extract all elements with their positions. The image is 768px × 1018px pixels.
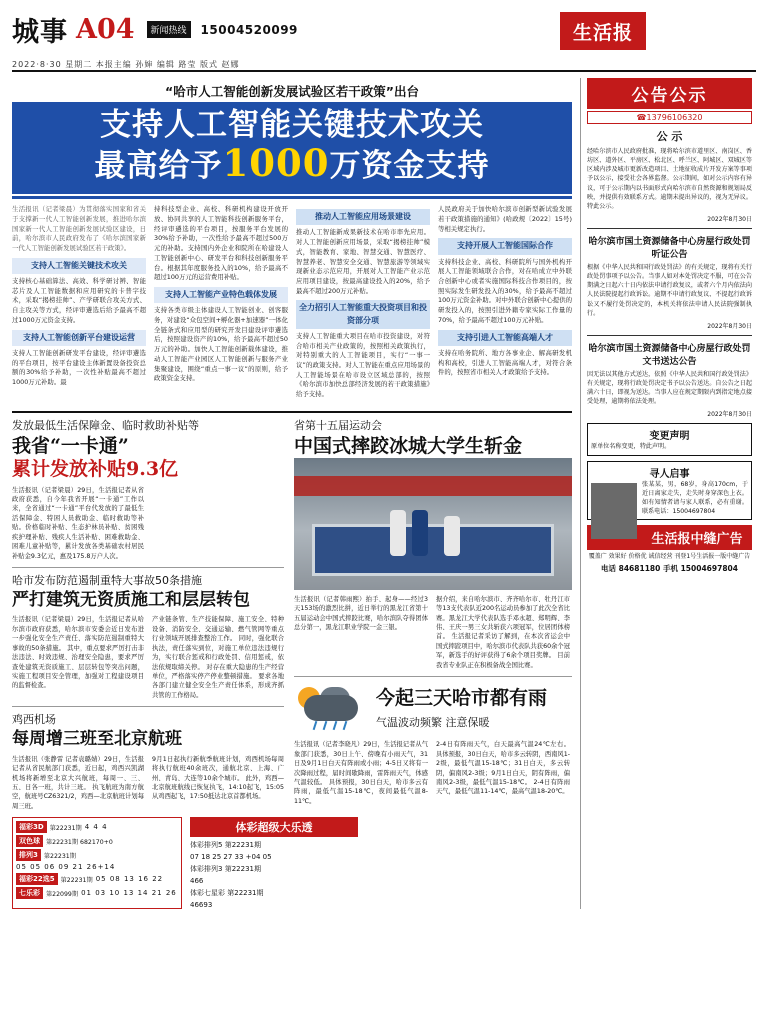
- sports-lottery-label: 体彩七星彩: [190, 889, 225, 898]
- story4-caption: 生活报讯（记者韩雨熙）拍手、起身——经过3天153场的激烈比拼，近日举行的黑龙江省第十五届运动会中国式摔跤比赛，哈尔滨队夺得团体总分第一，黑龙江职业学院一金三银。: [294, 595, 428, 632]
- lead-column-4: [438, 205, 572, 403]
- notice-banner: 公告公示: [587, 78, 752, 109]
- cloud-icon: [304, 695, 358, 721]
- lead-dateline-1: 生活报讯（记者梁晨）为贯彻落实国家和省关于支撑新一代人工智能创新发展，推进哈尔滨国家新一代人工智能创新发展试验区建设，日前，哈尔滨市人民政府发布了《哈尔滨国家新一代人工智能创新发展试验区若干政策》。: [12, 205, 146, 253]
- sports-lottery-row: [190, 888, 358, 898]
- sports-lottery-numbers: 466: [190, 877, 204, 886]
- notice-body: 经哈尔滨市人民政府批准，现将哈尔滨市道里区、南岗区、香坊区、道外区、平房区、松北区、呼兰区、阿城区、双城区等区域内涉及城市更新改造项目、土地征收成片开发方案等事项予以公示，接受社会各界监督。公示期间，如对公示内容有异议，可于公示期内以书面形式向哈尔滨市自然资源和规划局反映，并提供有效联系方式。逾期未提出异议的，视为无异议。特此公示。: [587, 148, 752, 210]
- page-code: A04: [76, 14, 135, 45]
- lottery-row: [16, 887, 178, 899]
- notice-phone: ☎13796106320: [587, 111, 752, 124]
- lottery-period: 第22231期: [43, 852, 76, 860]
- wrestling-photo: [294, 458, 572, 590]
- lead-rule: [12, 196, 572, 199]
- story2-columns: [12, 615, 284, 700]
- lottery-row: [16, 863, 178, 871]
- masthead-dateline: 2022·8·30 星期二 本报主编 孙婶 编辑 路莹 版式 赵娜: [12, 60, 240, 69]
- story3-col-2: 9月1日起执行新航季航班计划，鸡西机场每周将执行航班40余班次，通航北京、上海、广州、青岛、大连等10余个城市。 此外，鸡西—北京航班航线已恢复执飞，14:10起飞，15:05从鸡西起飞，17:50抵达北京首都机场。: [152, 755, 284, 801]
- lottery-numbers: 05 08 13 16 22: [95, 875, 164, 884]
- story1-columns: [12, 486, 284, 562]
- sports-lottery-row: [190, 840, 358, 850]
- section-divider-2: [12, 567, 284, 568]
- lead-para-2a: 持科技型企业、高校、科研机构建设开放开放、协同共享的人工智能科技创新服务平台，经评审遴选的平台项目，按服务平台发展的30%给予补助，一次性给予最高不超过500万元的补助。支持国内外企业和院所在哈建设人工智能创新中心、研发平台和科技创新服务平台。根据其年度服务投入的10%，给予最高不超过100万元的运营费用补贴。: [154, 205, 288, 282]
- story1-headline-1: 我省“一卡通”: [12, 434, 129, 457]
- page-body: [12, 78, 756, 909]
- lottery-tag: 福彩3D: [16, 821, 47, 833]
- notice3-body: 因无法以其他方式送达，依照《中华人民共和国行政处罚法》有关规定，现将行政处罚决定书予以公告送达。自公告之日起满六十日，即视为送达。当事人应在规定期限内到指定地点接受处理，逾期将依法处理。: [587, 370, 752, 406]
- missing-person-ad: [587, 461, 752, 521]
- sports-lottery-numbers: 07 18 25 27 33 +04 05: [190, 853, 272, 862]
- lead-column-1: [12, 205, 146, 403]
- lottery-period: 第22231期: [60, 876, 93, 884]
- section-divider-3: [12, 706, 284, 707]
- lead-para-2b: 支持各类市级主体建设人工智能创业、创客服务，对建设“众包空间+孵化器+加速器”一体化全链条式和应用型的研究开发目建设评审遴选后，按照建设资产的10%，给予最高不超过50万元的补助。加快人工智能创新载体建设，推动人工智能产业园区人工智能创新与服务产业集聚建设，围绕“重点一事一议”的原则，给予政策资金支持。: [154, 306, 288, 383]
- main-column: [12, 78, 572, 909]
- story1-kicker: 发放最低生活保障金、临时救助补贴等: [12, 418, 199, 432]
- weather-col-2: 2-4日有阵雨天气，白天最高气温24℃左右。 具体预报，30日白天，哈市多云转阴，西南风1-2级，最低气温15-18℃；31日白天，多云转阴，偏南风2-3级；9月1日白天，阴有阵雨，偏南风2-3级，最低气温15-18℃。 2-4日有阵雨天气，最低气温11-14℃，最高气温18-20℃。: [436, 741, 570, 796]
- story2-col-2: 产业链条管、生产技能保障、施工安全、特种设备、消防安全、交通运输、燃气管网等重点行业领域开展排查整治工作。 同时，强化联合执法，责任落实到位，对施工单位违法违规行为，实行联合惩戒和行政处罚、信用惩戒，依法依规取缔关停。 对存在重大隐患的生产经营单位，严格落实停产停业整顿措施。 要求各地各部门建立健全安全生产责任体系，形成齐抓共管的工作格局。: [152, 616, 284, 699]
- notice3-sign: 2022年8月30日: [707, 411, 752, 419]
- story1-col-1: 生活报讯（记者梁晨）29日，生活报记者从省政府获悉，自今年我省开展“一卡通”工作以来，全省通过“一卡通”平台代发放的了最低生活保障金、特困人员救助金、临时救助等补贴。价格临时补贴、生态护林员补贴、贫困残疾护理补贴、残疾人生活补贴、困难救助金、困难儿童补贴等，累计发放各类基础农村居民补贴金9.3亿元，惠及175.8万户人次。: [12, 486, 144, 560]
- lead-headline-pre: 最高给予: [94, 147, 223, 184]
- change-declaration-body: 原单位名称变更，特此声明。: [591, 443, 671, 451]
- story4-col-2: 据介绍，来自哈尔滨市、齐齐哈尔市、牡丹江市等13支代表队近200名运动员参加了此次全省比赛。黑龙江大学代表队选手邓永超、郑明辉、李伟、王庆一男三女共斩获六项冠军，位居团体榜首。 生活报记者采访了解到，在本次省运会中国式摔跤项目中，哈尔滨市代表队共获60余个冠军，新选手的好评获得了6余个项目奖牌。 目前我省专业队正在积极备战全国比赛。: [436, 595, 570, 669]
- sports-lottery-period: 第22231期: [227, 889, 264, 898]
- lead-headline: [12, 102, 572, 194]
- lottery-section: [12, 817, 572, 909]
- lottery-row: [16, 873, 178, 885]
- story4-columns: [294, 595, 572, 671]
- story2-kicker: 哈市发布防范遏制重特大事故50条措施: [12, 574, 202, 587]
- sports-lottery-row: [190, 864, 358, 874]
- lead-headline-line1: 支持人工智能关键技术攻关: [100, 107, 484, 143]
- story1-col-2: [152, 486, 284, 562]
- lottery-period: 第22231期: [49, 824, 82, 832]
- story2-headline: 严打建筑无资质施工和层层转包: [12, 590, 250, 610]
- lead-para-4c: 支持在哈务院所、地方各事业企、解高研发机构和高校，引进人工智能高端人才，对符合条件的，按照省市相关人才政策给予支持。: [438, 348, 572, 377]
- photo-figure-3: [444, 516, 460, 556]
- sports-lottery-label: 体彩排列5: [190, 841, 223, 850]
- rain-icon: [312, 721, 352, 733]
- lead-headline-number: 1000: [222, 140, 330, 185]
- lead-column-3: [296, 205, 430, 403]
- right-divider-1: [587, 228, 752, 229]
- change-declaration-title: 变更声明: [649, 431, 690, 443]
- lead-subhead-1b: 支持人工智能创新平台建设运营: [12, 330, 146, 346]
- lottery-tag: 排列3: [16, 849, 41, 861]
- mid-section: [12, 417, 572, 811]
- hotline-number: 15004520099: [200, 22, 298, 37]
- lead-para-3b: 支持人工智能重大项目在哈市投资建设，对符合哈市相关产业政策的，按照相关政策执行，对特别重大的人工智能项目，实行“一事一议”的政策支持。对人工智能在重点应用场景的人工智能场景在哈市设立区域总部的，按照《哈尔滨市加快总部经济发展的若干政策措施》给予支持。: [296, 331, 430, 399]
- notice-title: 公 示: [656, 130, 683, 143]
- sports-lottery-numbers: 46693: [190, 901, 213, 910]
- photo-banner: [294, 476, 572, 496]
- mid-right-column: [294, 417, 572, 811]
- sports-lottery-label: 体彩排列3: [190, 865, 223, 874]
- missing-person-title: 寻人启事: [649, 468, 690, 480]
- lead-para-4a: 人民政府关于加快哈尔滨市创新型新试验发展若干政策措施的通知》(哈政规〔2022〕15号)等相关规定执行。: [438, 205, 572, 233]
- lottery-period: 第22099期: [46, 890, 79, 898]
- lottery-numbers: 4 4 4: [84, 823, 108, 832]
- notice-sign: 2022年8月30日: [707, 215, 752, 223]
- lead-column-2: [154, 205, 288, 403]
- right-divider-2: [587, 335, 752, 336]
- notice2-sign: 2022年8月30日: [707, 322, 752, 330]
- gutter-ad-tel: 电话 84681180 手机 15004697804: [601, 564, 738, 574]
- photo-mat: [312, 524, 554, 576]
- section-title: 城事: [12, 17, 68, 48]
- story2-col-1: 生活报讯（记者梁晨）29日，生活报记者从哈尔滨市政府获悉，哈尔滨市安委会近日发布进一步强化安全生产责任、落实防范遏制重特大事故的50条措施。 其中，重点要求严厉打击非法违法、时效违规、治理安全隐患，要求严厉查处建筑无资质施工、层层转包等突出问题，实施工程项目安全管理，加强对工程建设项目的监督检查。: [12, 616, 144, 690]
- weather-story: [294, 683, 572, 735]
- notice2-body: 根据《中华人民共和国行政处罚法》的有关规定，现将有关行政处罚事项予以公告。当事人如对本处罚决定不服，可在公告期满之日起六十日内依法申请行政复议，或者六个月内依法向人民法院提起行政诉讼。逾期不申请行政复议、不提起行政诉讼又不履行处罚决定的，本机关将依法申请人民法院强制执行。: [587, 263, 752, 317]
- lottery-period: 第22231期 682170+0: [46, 838, 113, 846]
- masthead: [12, 10, 756, 72]
- story3-col-1: 生活报讯（张静雷 记者袁璐婧）29日，生活报记者从省民航部门获悉，近日起，鸡西兴凯湖机场将新增至北京大兴航班，每周一、三、五、日各一班，共计三班。 执飞航班为南方航空，航班号CZ6321/2，鸡西—北京航班计划每周三班。: [12, 755, 144, 810]
- lead-subhead-4a: 支持开展人工智能国际合作: [438, 238, 572, 254]
- lead-para-4b: 支持科技企业、高校、科研院所与国外机构开展人工智能领域联合合作，对在哈成立中外联合创新中心或者实施国际科技合作项目的，按照实际发生研发投入的30%，给予最高不超过100万元资金补助。对中外联合创新中心提供的研发投入的，按照引进外籍专家实际工作量的70%，给予最高不超过100万元补贴。: [438, 257, 572, 324]
- story3-headline: 每周增三班至北京航班: [12, 729, 182, 750]
- lead-subhead-2a: 支持人工智能产业特色载体发展: [154, 287, 288, 303]
- lottery-row: [16, 835, 178, 847]
- story4-headline: 中国式摔跤冰城大学生斩金: [294, 434, 523, 457]
- sports-lottery-period: 第22231期: [224, 841, 261, 850]
- lead-subhead-4b: 支持引进人工智能高端人才: [438, 330, 572, 346]
- gutter-ad-sub: 覆盖广 效果好 价格优 诚信经营 刊登1号生活报一版中缝广告: [588, 553, 751, 561]
- lottery-tag: 七乐彩: [16, 887, 43, 899]
- hotline-badge: 新闻热线: [147, 21, 191, 38]
- weather-col-1: 生活报讯（记者李晓凡）29日，生活报记者从气象部门获悉，30日上午、傍晚有小雨天气，31日及9月1日白天有阵雨或小雨；4-5日又将有一次降雨过程，届时间歇降雨，雷阵雨天气，体感气温较低。 具体预报，30日白天，哈市多云有阵雨，最低气温15-18℃，夜间最低气温8-11℃。: [294, 741, 428, 805]
- welfare-lottery-box: [12, 817, 182, 909]
- lead-headline-line2: [12, 140, 572, 185]
- lottery-row: [16, 821, 178, 833]
- lead-para-1b: 支持人工智能创新研发平台建设，经评审遴选的平台项目，按平台建设主体新置设备投资总额的30%给予补助，一次性补贴最高不超过1000万元补助。最: [12, 348, 146, 387]
- lead-kicker: “哈市人工智能创新发展试验区若干政策”出台: [165, 84, 419, 99]
- lead-subhead-1a: 支持人工智能关键技术攻关: [12, 258, 146, 274]
- sports-lottery-period: 第22231期: [224, 865, 261, 874]
- missing-person-photo: [591, 483, 637, 539]
- lottery-tag: 福彩22选5: [16, 873, 58, 885]
- right-column: [580, 78, 752, 909]
- story4-kicker: 省第十五届运动会: [294, 418, 382, 432]
- lottery-tag: 双色球: [16, 835, 43, 847]
- section-divider-1: [12, 411, 572, 413]
- lead-story: [12, 78, 572, 403]
- lottery-row: [16, 849, 178, 861]
- photo-figure-1: [390, 510, 406, 556]
- weather-icon: [294, 683, 368, 735]
- sports-lottery-title: 体彩超级大乐透: [190, 817, 358, 837]
- lead-columns: [12, 205, 572, 403]
- story3-kicker: 鸡西机场: [12, 713, 56, 727]
- story3-columns: [12, 755, 284, 812]
- gutter-ad-banner: 生活报中缝广告: [587, 525, 752, 550]
- lead-para-3a: 推动人工智能新成果新技术在哈市率先应用。对人工智能创新应用场景，采取“揭榜挂帅”模式，智能教育、家地、智慧交通、智慧医疗、智慧养老、智慧安全交通、智慧旅游等领域实现新业态示范应用，开展对人工智能产业示范应用项目建设，按最高建设投入的20%，给予最高不超过200万元补贴。: [296, 228, 430, 295]
- lead-subhead-3b: 全力招引人工智能重大投资项目和投资部分项: [296, 300, 430, 328]
- sports-lottery-box: [190, 817, 358, 909]
- photo-figure-2: [412, 510, 428, 556]
- change-declaration-ad: [587, 423, 752, 455]
- notice2-title: 哈尔滨市国土资源储备中心房屋行政处罚听证公告: [588, 236, 751, 260]
- brand-logo: 生活报: [560, 12, 646, 50]
- lottery-numbers: 01 03 10 13 14 21 26: [81, 889, 177, 898]
- story1-headline-2: 累计发放补贴9.3亿: [12, 457, 179, 480]
- lead-headline-post: 万资金支持: [329, 147, 490, 184]
- weather-columns: [294, 740, 572, 806]
- notice3-title: 哈尔滨市国土资源储备中心房屋行政处罚文书送达公告: [588, 343, 751, 367]
- weather-subhead: 气温波动频繁 注意保暖: [376, 716, 490, 730]
- lead-subhead-3a: 推动人工智能应用场景建设: [296, 209, 430, 225]
- weather-text: [376, 683, 547, 730]
- weather-headline: 今起三天哈市都有雨: [376, 687, 548, 710]
- lead-para-1a: 支持核心基础算法、高效、科学研讨辨、智能芯片及人工智能数据和应用研究的卡普字技术，采取“揭榜挂帅”、产学研联合攻关方式、自主攻关等方式，经评审遴选后给予最高不超过1000万元资金支持。: [12, 276, 146, 324]
- section-divider-4: [294, 676, 572, 677]
- masthead-title-row: [12, 10, 298, 49]
- missing-person-body: 张某某，男，68岁，身高170cm，于近日离家走失，走失时身穿深色上衣。如有知情者请与家人联系，必有重谢。联系电话：15004697804: [642, 480, 748, 515]
- lottery-numbers: 05 05 06 09 21 26+14: [16, 863, 116, 872]
- mid-left-column: [12, 417, 284, 811]
- masthead-left: [12, 10, 298, 70]
